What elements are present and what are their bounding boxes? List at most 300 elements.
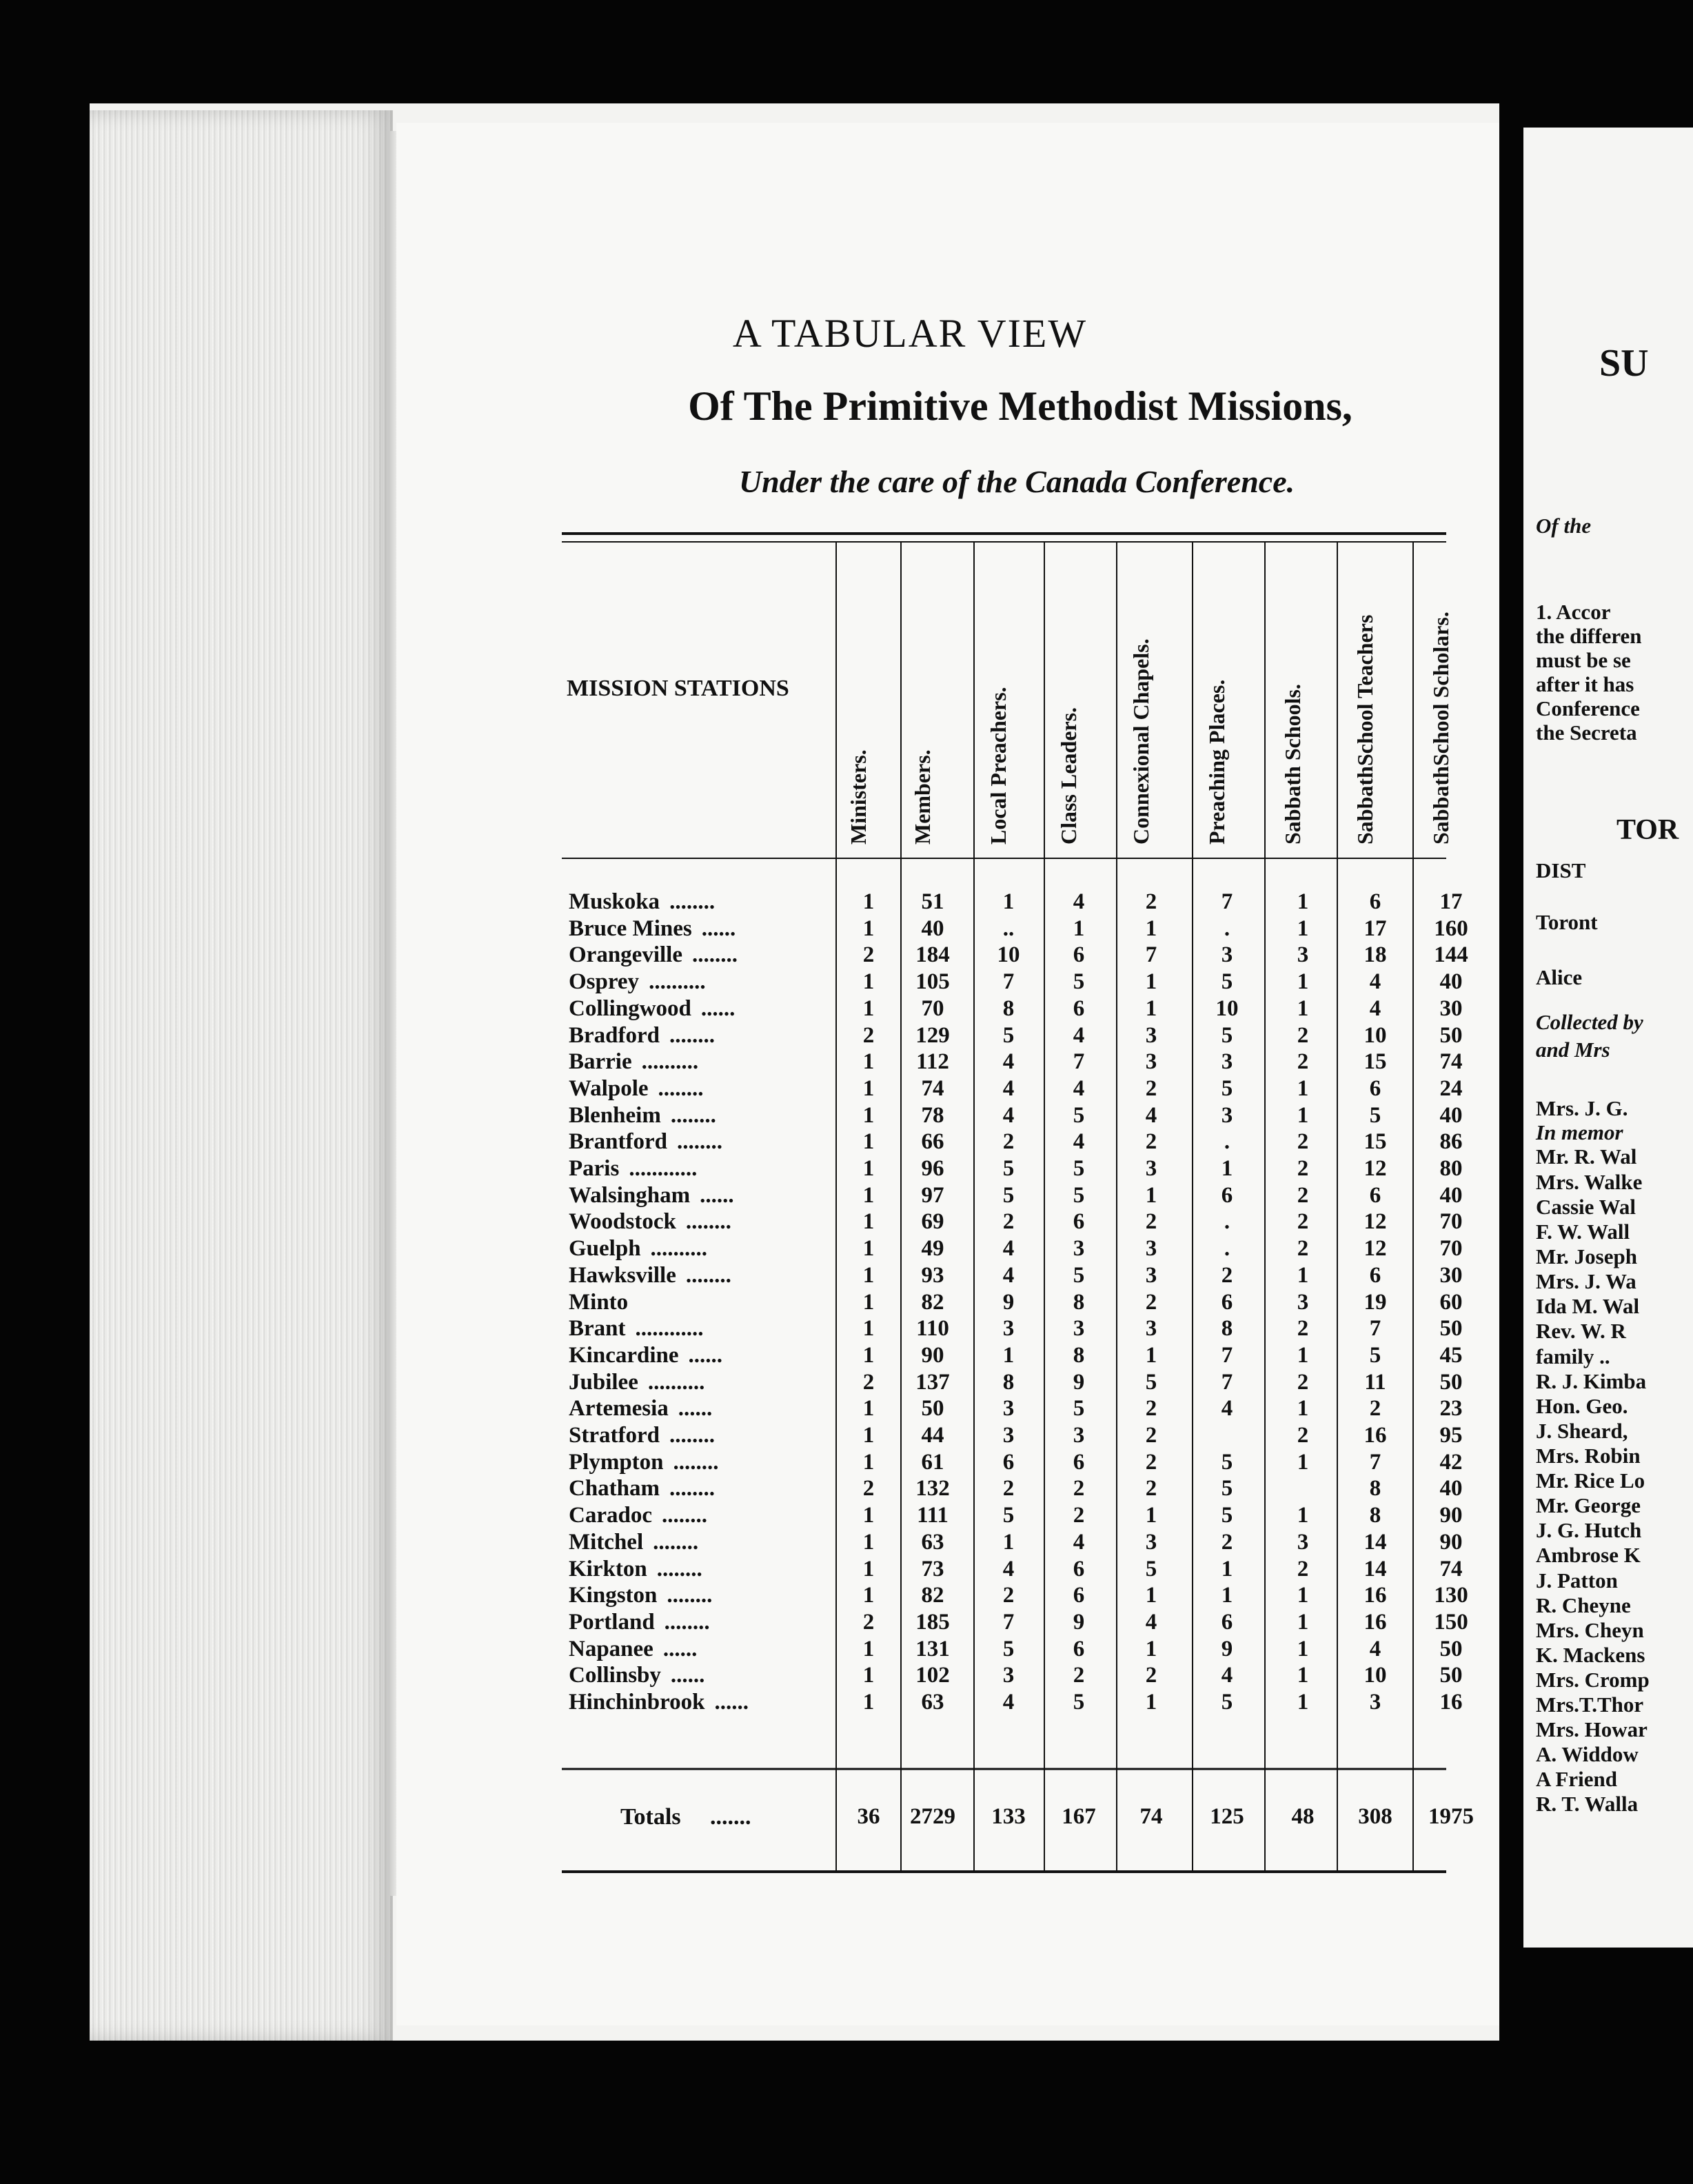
facing-page-line: Mr. Rice Lo xyxy=(1536,1468,1645,1493)
table-cell: 1 xyxy=(862,916,875,941)
table-cell: 184 xyxy=(915,942,950,968)
table-cell: 1 xyxy=(1221,1156,1233,1181)
table-cell: 3 xyxy=(1221,1102,1233,1128)
facing-page-line: Mr. R. Wal xyxy=(1536,1144,1637,1169)
column-header-6: Preaching Places. xyxy=(1204,679,1229,845)
table-cell: 3 xyxy=(1145,1156,1157,1181)
table-cell: 1 xyxy=(1002,889,1015,914)
leader-dots: ........ xyxy=(685,1262,731,1288)
station-label: Hawksville xyxy=(569,1262,676,1288)
column-header-8: SabbathSchool Teachers xyxy=(1352,614,1377,845)
facing-page-line: Mrs.T.Thor xyxy=(1536,1692,1644,1717)
table-cell: 5 xyxy=(1073,1690,1085,1715)
table-cell: 1 xyxy=(862,1049,875,1075)
table-cell: 3 xyxy=(1073,1423,1085,1448)
table-cell: 2 xyxy=(862,1609,875,1635)
table-cell: 2 xyxy=(1002,1476,1015,1502)
table-cell: 1 xyxy=(1297,1262,1309,1288)
station-label: Kincardine xyxy=(569,1342,679,1368)
facing-page-line: DIST xyxy=(1536,858,1586,882)
leader-dots: ........ xyxy=(691,942,738,968)
totals-cell: 1975 xyxy=(1428,1804,1474,1829)
table-cell: 44 xyxy=(921,1423,944,1448)
table-cell: 60 xyxy=(1439,1289,1463,1315)
table-cell: 1 xyxy=(862,1209,875,1235)
table-cell: 5 xyxy=(1221,1476,1233,1502)
table-cell: 5 xyxy=(1002,1503,1015,1528)
table-cell: 7 xyxy=(1073,1049,1085,1075)
leader-dots: ........ xyxy=(669,889,716,914)
table-cell: 61 xyxy=(921,1449,944,1475)
table-cell: 8 xyxy=(1002,995,1015,1021)
station-label: Caradoc xyxy=(569,1503,652,1528)
table-cell: 150 xyxy=(1434,1609,1468,1635)
facing-page-line: Mrs. Howar xyxy=(1536,1717,1648,1741)
station-label: Woodstock xyxy=(569,1209,676,1235)
station-label: Barrie xyxy=(569,1049,632,1075)
totals-dots: ....... xyxy=(710,1804,751,1830)
facing-page-line: Mrs. Cromp xyxy=(1536,1668,1650,1692)
table-cell: 5 xyxy=(1073,1396,1085,1422)
table-cell: 2 xyxy=(1002,1209,1015,1235)
station-name xyxy=(569,1370,704,1395)
table-cell: 24 xyxy=(1439,1075,1463,1101)
table-cell: 4 xyxy=(1369,1636,1381,1661)
table-cell: 1 xyxy=(862,1262,875,1288)
totals-cell: 74 xyxy=(1139,1804,1163,1829)
table-cell: 10 xyxy=(1215,995,1239,1021)
facing-page-line: Alice xyxy=(1536,965,1583,989)
table-cell: 2 xyxy=(1073,1503,1085,1528)
table-cell: 1 xyxy=(862,1449,875,1475)
leader-dots: ........ xyxy=(658,1075,704,1101)
table-cell: 2 xyxy=(1145,1396,1157,1422)
leader-dots: .......... xyxy=(647,1369,705,1395)
table-cell: 2 xyxy=(1145,1289,1157,1315)
station-name xyxy=(569,1023,715,1049)
table-cell: 8 xyxy=(1073,1342,1085,1368)
table-cell: 1 xyxy=(1297,889,1309,914)
table-cell: 2 xyxy=(862,942,875,968)
facing-page-line: In memor xyxy=(1536,1120,1623,1144)
facing-page-line: Mr. George xyxy=(1536,1493,1641,1517)
table-cell: 1 xyxy=(862,1423,875,1448)
table-cell: 63 xyxy=(921,1529,944,1555)
station-name xyxy=(569,1583,712,1608)
table-cell: 1 xyxy=(1297,1102,1309,1128)
station-name xyxy=(569,1423,715,1448)
table-cell: 1 xyxy=(862,1556,875,1581)
table-cell: 1 xyxy=(1145,1690,1157,1715)
table-cell: 1 xyxy=(1221,1556,1233,1581)
station-name xyxy=(569,942,738,968)
table-cell: 90 xyxy=(1439,1503,1463,1528)
table-cell: 1 xyxy=(1297,969,1309,995)
facing-page-line: Mrs. J. Wa xyxy=(1536,1269,1636,1293)
table-cell: 4 xyxy=(1073,1022,1085,1048)
table-cell: 7 xyxy=(1002,1609,1015,1635)
title-line-1: A TABULAR VIEW xyxy=(732,311,1088,356)
station-name xyxy=(569,1450,719,1475)
table-cell: 5 xyxy=(1002,1156,1015,1181)
totals-cell: 36 xyxy=(857,1804,880,1829)
table-cell: 5 xyxy=(1073,1182,1085,1208)
table-cell: 30 xyxy=(1439,995,1463,1021)
table-cell: 1 xyxy=(1297,1690,1309,1715)
table-cell: 3 xyxy=(1297,1529,1309,1555)
station-label: Brantford xyxy=(569,1129,667,1155)
table-cell: 15 xyxy=(1363,1129,1387,1155)
table-cell: 2 xyxy=(1145,1449,1157,1475)
station-label: Walpole xyxy=(569,1075,649,1101)
table-cell: 7 xyxy=(1221,1342,1233,1368)
facing-page-line: and Mrs xyxy=(1536,1038,1610,1062)
table-cell: 6 xyxy=(1369,1075,1381,1101)
table-cell: 1 xyxy=(1297,995,1309,1021)
station-label: Bruce Mines xyxy=(569,916,692,941)
table-cell: . xyxy=(1224,1129,1230,1155)
table-cell: 1 xyxy=(862,1289,875,1315)
facing-page-line: Toront xyxy=(1536,910,1598,934)
table-cell: 3 xyxy=(1145,1236,1157,1262)
table-cell: 6 xyxy=(1369,1262,1381,1288)
table-cell: 82 xyxy=(921,1583,944,1608)
table-cell: 70 xyxy=(1439,1236,1463,1262)
table-cell: 15 xyxy=(1363,1049,1387,1075)
leader-dots: ........ xyxy=(661,1503,707,1528)
station-label: Guelph xyxy=(569,1236,641,1262)
table-cell: 2 xyxy=(1145,1663,1157,1688)
facing-page-line: SU xyxy=(1599,342,1649,385)
table-cell: 2 xyxy=(1002,1583,1015,1608)
table-cell: 8 xyxy=(1221,1316,1233,1342)
table-cell: 1 xyxy=(862,1503,875,1528)
leader-dots: ........ xyxy=(664,1609,710,1635)
table-cell: 2 xyxy=(1297,1182,1309,1208)
table-cell: 4 xyxy=(1002,1690,1015,1715)
facing-page-line: J. G. Hutch xyxy=(1536,1518,1642,1542)
facing-page-line: Cassie Wal xyxy=(1536,1195,1636,1219)
station-label: Kirkton xyxy=(569,1556,647,1581)
leader-dots: ...... xyxy=(700,1182,734,1208)
table-cell: 6 xyxy=(1073,995,1085,1021)
table-cell: 90 xyxy=(921,1342,944,1368)
table-cell: 4 xyxy=(1145,1609,1157,1635)
table-cell: 6 xyxy=(1221,1182,1233,1208)
table-cell: 1 xyxy=(862,1663,875,1688)
table-cell: 3 xyxy=(1145,1316,1157,1342)
facing-page-line: Hon. Geo. xyxy=(1536,1394,1628,1418)
table-cell: 4 xyxy=(1002,1236,1015,1262)
leader-dots: ........ xyxy=(656,1556,702,1581)
table-cell: 97 xyxy=(921,1182,944,1208)
totals-cell: 308 xyxy=(1358,1804,1392,1829)
leader-dots: ........ xyxy=(669,1022,715,1048)
table-cell: 1 xyxy=(862,969,875,995)
table-cell: 6 xyxy=(1073,942,1085,968)
station-name xyxy=(569,1263,731,1288)
leader-dots: ........ xyxy=(653,1529,699,1555)
title-line-2: Of The Primitive Methodist Missions, xyxy=(688,383,1352,429)
station-label: Osprey xyxy=(569,969,640,995)
table-cell: 3 xyxy=(1002,1423,1015,1448)
table-cell: 12 xyxy=(1363,1209,1387,1235)
station-label: Portland xyxy=(569,1609,655,1635)
station-label: Minto xyxy=(569,1289,629,1315)
table-cell: 105 xyxy=(915,969,950,995)
table-cell: 6 xyxy=(1073,1449,1085,1475)
facing-page-line: R. J. Kimba xyxy=(1536,1369,1647,1393)
table-cell: 73 xyxy=(921,1556,944,1581)
station-label: Muskoka xyxy=(569,889,660,914)
table-cell: 1 xyxy=(862,1529,875,1555)
table-cell: 1 xyxy=(1297,1075,1309,1101)
table-cell: 1 xyxy=(1297,1636,1309,1661)
facing-page-line: R. T. Walla xyxy=(1536,1792,1639,1816)
table-cell: . xyxy=(1224,1209,1230,1235)
table-cell: 80 xyxy=(1439,1156,1463,1181)
leader-dots: .......... xyxy=(641,1049,699,1075)
leader-dots: .......... xyxy=(649,969,706,995)
table-cell: 3 xyxy=(1297,1289,1309,1315)
table-cell: 4 xyxy=(1002,1262,1015,1288)
totals-cell: 133 xyxy=(991,1804,1026,1829)
table-cell: 1 xyxy=(1297,1396,1309,1422)
table-cell: 111 xyxy=(917,1503,949,1528)
facing-page-line: family .. xyxy=(1536,1344,1610,1368)
table-cell: 5 xyxy=(1369,1342,1381,1368)
table-cell: 40 xyxy=(1439,969,1463,995)
table-cell: 3 xyxy=(1145,1529,1157,1555)
table-cell: 8 xyxy=(1073,1289,1085,1315)
column-header-9: SabbathSchool Scholars. xyxy=(1428,611,1453,845)
facing-page-line: Of the xyxy=(1536,514,1592,538)
table-cell: 2 xyxy=(862,1369,875,1395)
table-cell: 1 xyxy=(862,1690,875,1715)
station-name xyxy=(569,1183,734,1209)
table-cell: 17 xyxy=(1439,889,1463,914)
table-cell: 2 xyxy=(1297,1423,1309,1448)
table-cell: 1 xyxy=(862,1342,875,1368)
table-cell: 6 xyxy=(1369,889,1381,914)
table-cell: 2 xyxy=(1221,1262,1233,1288)
table-cell: 7 xyxy=(1002,969,1015,995)
station-name xyxy=(569,1343,722,1368)
table-cell: 1 xyxy=(1002,1529,1015,1555)
table-cell: 45 xyxy=(1439,1342,1463,1368)
table-cell: 5 xyxy=(1002,1182,1015,1208)
table-cell: 3 xyxy=(1073,1316,1085,1342)
column-header-1: Ministers. xyxy=(846,749,871,845)
table-cell: 3 xyxy=(1297,942,1309,968)
station-name xyxy=(569,969,706,995)
table-cell: 30 xyxy=(1439,1262,1463,1288)
table-cell: 1 xyxy=(1297,1663,1309,1688)
table-cell: 10 xyxy=(997,942,1020,968)
table-cell: 5 xyxy=(1221,1503,1233,1528)
table-cell: 16 xyxy=(1439,1690,1463,1715)
table-cell: 2 xyxy=(1145,1075,1157,1101)
facing-page-line: J. Patton xyxy=(1536,1568,1618,1593)
table-cell: 1 xyxy=(1145,1182,1157,1208)
table-cell: 50 xyxy=(1439,1022,1463,1048)
table-cell: 3 xyxy=(1221,1049,1233,1075)
table-cell: 2 xyxy=(1221,1529,1233,1555)
table-cell: 4 xyxy=(1073,1529,1085,1555)
table-cell: 2 xyxy=(1297,1129,1309,1155)
table-cell: 132 xyxy=(915,1476,950,1502)
table-cell: 16 xyxy=(1363,1583,1387,1608)
table-cell: 2 xyxy=(1145,889,1157,914)
table-cell: 5 xyxy=(1221,1075,1233,1101)
totals-cell: 2729 xyxy=(910,1804,955,1829)
table-cell: 4 xyxy=(1369,969,1381,995)
station-name xyxy=(569,1156,697,1182)
facing-page-line: must be se xyxy=(1536,648,1631,672)
table-cell: . xyxy=(1224,1236,1230,1262)
table-cell: 2 xyxy=(1297,1369,1309,1395)
facing-page-line: A Friend xyxy=(1536,1767,1617,1791)
table-cell: 5 xyxy=(1073,1156,1085,1181)
table-cell: 1 xyxy=(862,1583,875,1608)
table-cell: 11 xyxy=(1364,1369,1386,1395)
table-cell: 63 xyxy=(921,1690,944,1715)
table-cell: 1 xyxy=(1297,1609,1309,1635)
table-cell: 5 xyxy=(1073,1262,1085,1288)
table-cell: 1 xyxy=(862,1102,875,1128)
table-cell: 1 xyxy=(862,1075,875,1101)
station-label: Hinchinbrook xyxy=(569,1690,705,1715)
table-cell: 102 xyxy=(915,1663,950,1688)
table-cell: 2 xyxy=(1145,1476,1157,1502)
table-cell: 69 xyxy=(921,1209,944,1235)
facing-page-line: Mrs. Cheyn xyxy=(1536,1618,1644,1642)
table-cell: 12 xyxy=(1363,1236,1387,1262)
table-cell: 18 xyxy=(1363,942,1387,968)
table-cell: 70 xyxy=(921,995,944,1021)
table-cell: 6 xyxy=(1221,1289,1233,1315)
table-cell: 2 xyxy=(1002,1129,1015,1155)
table-cell: 50 xyxy=(1439,1663,1463,1688)
table-cell: 131 xyxy=(915,1636,950,1661)
station-name xyxy=(569,1129,722,1155)
table-cell: 1 xyxy=(1145,916,1157,941)
station-name xyxy=(569,996,735,1022)
facing-page-line: J. Sheard, xyxy=(1536,1419,1628,1443)
table-cell: 3 xyxy=(1369,1690,1381,1715)
station-name xyxy=(569,1637,697,1662)
table-cell: 185 xyxy=(915,1609,950,1635)
table-cell: 12 xyxy=(1363,1156,1387,1181)
table-cell: 129 xyxy=(915,1022,950,1048)
station-name xyxy=(569,1503,707,1528)
station-name xyxy=(569,1690,749,1715)
totals-cell: 167 xyxy=(1062,1804,1096,1829)
table-cell: 1 xyxy=(862,1129,875,1155)
leader-dots: ........ xyxy=(685,1209,731,1235)
table-cell: 5 xyxy=(1221,1022,1233,1048)
table-cell: 5 xyxy=(1073,1102,1085,1128)
column-header-5: Connexional Chapels. xyxy=(1128,638,1153,845)
table-cell: 40 xyxy=(1439,1182,1463,1208)
table-cell: 8 xyxy=(1369,1503,1381,1528)
table-cell: 90 xyxy=(1439,1529,1463,1555)
station-name xyxy=(569,1476,715,1502)
table-cell: 137 xyxy=(915,1369,950,1395)
station-label: Brant xyxy=(569,1316,626,1342)
table-cell: 96 xyxy=(921,1156,944,1181)
station-name xyxy=(569,1557,702,1582)
totals-label: Totals xyxy=(620,1804,681,1830)
table-cell: 5 xyxy=(1145,1556,1157,1581)
facing-page-line: Rev. W. R xyxy=(1536,1319,1626,1343)
table-cell: 5 xyxy=(1002,1636,1015,1661)
leader-dots: ...... xyxy=(714,1690,749,1715)
leader-dots: ...... xyxy=(670,1663,705,1688)
table-cell: 2 xyxy=(1145,1209,1157,1235)
table-cell: 1 xyxy=(862,1316,875,1342)
table-cell: 19 xyxy=(1363,1289,1387,1315)
table-cell: 6 xyxy=(1073,1209,1085,1235)
station-label: Collinsby xyxy=(569,1663,661,1688)
leader-dots: ...... xyxy=(688,1342,723,1368)
table-cell: 3 xyxy=(1002,1396,1015,1422)
leader-dots: ........ xyxy=(669,1423,715,1448)
table-cell: 86 xyxy=(1439,1129,1463,1155)
table-cell: 8 xyxy=(1369,1476,1381,1502)
station-label: Mitchel xyxy=(569,1529,644,1555)
table-cell: 74 xyxy=(921,1075,944,1101)
leader-dots: ........ xyxy=(673,1449,719,1475)
leader-dots: ........ xyxy=(677,1129,722,1155)
table-cell: 50 xyxy=(921,1396,944,1422)
table-cell: 130 xyxy=(1434,1583,1468,1608)
station-label: Walsingham xyxy=(569,1182,691,1208)
table-cell: 8 xyxy=(1002,1369,1015,1395)
table-cell: 23 xyxy=(1439,1396,1463,1422)
table-cell: 4 xyxy=(1221,1663,1233,1688)
table-cell: 66 xyxy=(921,1129,944,1155)
table-cell: 4 xyxy=(1002,1556,1015,1581)
table-cell: 1 xyxy=(1297,1503,1309,1528)
table-cell: 3 xyxy=(1221,942,1233,968)
table-cell: 4 xyxy=(1002,1049,1015,1075)
leader-dots: ...... xyxy=(701,916,736,941)
facing-page-line: Collected by xyxy=(1536,1010,1643,1034)
station-name xyxy=(569,1049,698,1075)
station-name xyxy=(569,1236,707,1262)
station-label: Jubilee xyxy=(569,1369,638,1395)
table-cell: 14 xyxy=(1363,1556,1387,1581)
table-cell: 1 xyxy=(1145,1342,1157,1368)
table-cell: 4 xyxy=(1145,1102,1157,1128)
table-cell: .. xyxy=(1002,916,1015,941)
table-cell: 5 xyxy=(1221,1690,1233,1715)
station-label: Paris xyxy=(569,1156,620,1181)
table-cell: 9 xyxy=(1002,1289,1015,1315)
table-cell: 144 xyxy=(1434,942,1468,968)
facing-page-line: Conference xyxy=(1536,696,1640,720)
table-cell: 2 xyxy=(1073,1663,1085,1688)
table-cell: 74 xyxy=(1439,1049,1463,1075)
table-cell: 1 xyxy=(1002,1342,1015,1368)
table-cell: 1 xyxy=(862,1182,875,1208)
table-cell: 5 xyxy=(1073,969,1085,995)
facing-page-line: Mr. Joseph xyxy=(1536,1244,1637,1268)
facing-page-line: K. Mackens xyxy=(1536,1643,1645,1667)
table-cell: 5 xyxy=(1002,1022,1015,1048)
column-header-2: Members. xyxy=(910,749,935,845)
